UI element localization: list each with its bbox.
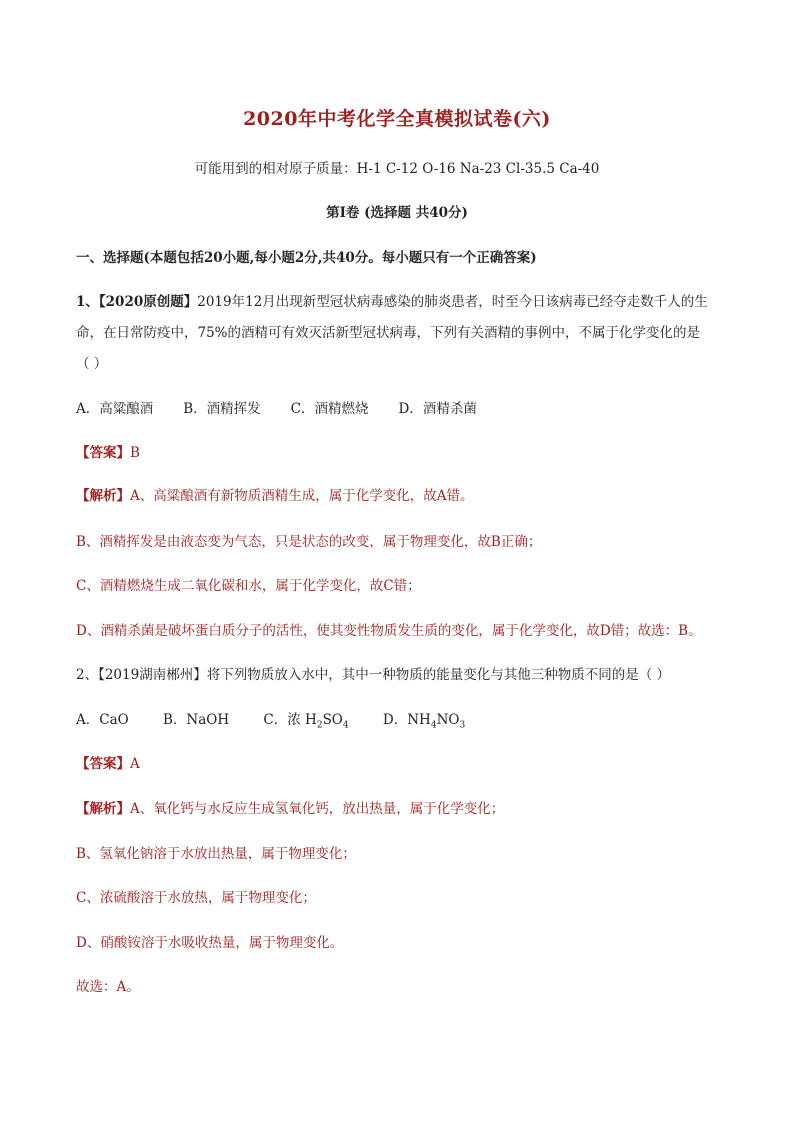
q1-option-a: A．高粱酿酒 <box>76 401 154 417</box>
q2-option-c <box>263 711 348 735</box>
q1-text1: 2019年12月出现新型冠状病毒感染的肺炎患者，时至今日该病毒已经夺走数千人的生 <box>197 294 708 310</box>
q1-options <box>76 400 507 418</box>
q1-number: 1、 <box>76 294 99 310</box>
page-title: 2020年中考化学全真模拟试卷(六) <box>243 108 551 130</box>
q1-analysis-a-text: A、高粱酿酒有新物质酒精生成，属于化学变化，故A错。 <box>130 488 474 504</box>
q1-answer-blank: （ ） <box>76 356 108 372</box>
part-heading: 第Ⅰ卷 (选择题 共40分) <box>326 205 468 221</box>
q1-stem-line1 <box>76 293 708 311</box>
q1-stem-line2: 命，在日常防疫中，75%的酒精可有效灭活新型冠状病毒，下列有关酒精的事例中，不属于化学变化的是 <box>76 325 701 341</box>
q2-source: 【2019湖南郴州】 <box>98 667 207 683</box>
atomic-masses: 可能用到的相对原子质量：H-1 C-12 O-16 Na-23 Cl-35.5 Ca-40 <box>194 161 600 177</box>
q1-option-c: C．酒精燃烧 <box>290 401 369 417</box>
q2-analysis-c: C、浓硫酸溶于水放热，属于物理变化； <box>76 890 316 906</box>
q2-final-answer: 故选：A。 <box>76 979 140 995</box>
q2-option-d-sub2: 3 <box>459 720 466 731</box>
q2-analysis-d: D、硝酸铵溶于水吸收热量，属于物理变化。 <box>76 935 344 951</box>
q1-option-b: B．酒精挥发 <box>183 401 261 417</box>
q1-analysis-d: D、酒精杀菌是破坏蛋白质分子的活性，使其变性物质发生质的变化，属于化学变化，故D错；故选：B。 <box>76 623 702 639</box>
q2-option-c-mid: SO <box>322 712 343 728</box>
q1-answer-tag: 【答案】 <box>76 445 130 461</box>
q2-text: 将下列物质放入水中，其中一种物质的能量变化与其他三种物质不同的是（ ） <box>206 667 670 683</box>
q2-option-d-sub1: 4 <box>430 720 437 731</box>
q2-option-d-text: D．NH <box>382 712 431 728</box>
q1-option-d: D．酒精杀菌 <box>398 401 477 417</box>
q2-option-b: B．NaOH <box>163 712 230 728</box>
q1-answer <box>76 444 140 462</box>
q2-number: 2、 <box>76 667 99 683</box>
q2-answer <box>76 755 140 773</box>
q1-analysis-a <box>76 487 474 505</box>
q2-option-c-sub2: 4 <box>342 720 349 731</box>
q2-answer-value: A <box>130 756 140 772</box>
q1-analysis-tag: 【解析】 <box>76 488 130 504</box>
q2-analysis-a <box>76 800 504 818</box>
section-heading: 一、选择题(本题包括20小题,每小题2分,共40分。每小题只有一个正确答案) <box>76 250 537 266</box>
q2-option-a: A．CaO <box>76 712 129 728</box>
q2-stem <box>76 666 670 684</box>
q2-option-c-text: C．浓 H <box>263 712 317 728</box>
q1-analysis-b: B、酒精挥发是由液态变为气态，只是状态的改变，属于物理变化，故B正确； <box>76 534 542 550</box>
q2-analysis-a-text: A、氧化钙与水反应生成氢氧化钙，放出热量，属于化学变化； <box>130 801 505 817</box>
q2-analysis-b: B、氢氧化钠溶于水放出热量，属于物理变化； <box>76 846 356 862</box>
q1-answer-value: B <box>130 445 140 461</box>
q2-option-c-sub1: 2 <box>316 720 323 731</box>
q1-source: 【2020原创题】 <box>98 294 198 310</box>
q2-analysis-tag: 【解析】 <box>76 801 130 817</box>
q2-option-d-mid: NO <box>436 712 460 728</box>
q1-analysis-c: C、酒精燃烧生成二氧化碳和水，属于化学变化，故C错； <box>76 578 421 594</box>
q2-option-d <box>383 711 465 735</box>
q2-options <box>76 711 495 735</box>
q2-answer-tag: 【答案】 <box>76 756 130 772</box>
